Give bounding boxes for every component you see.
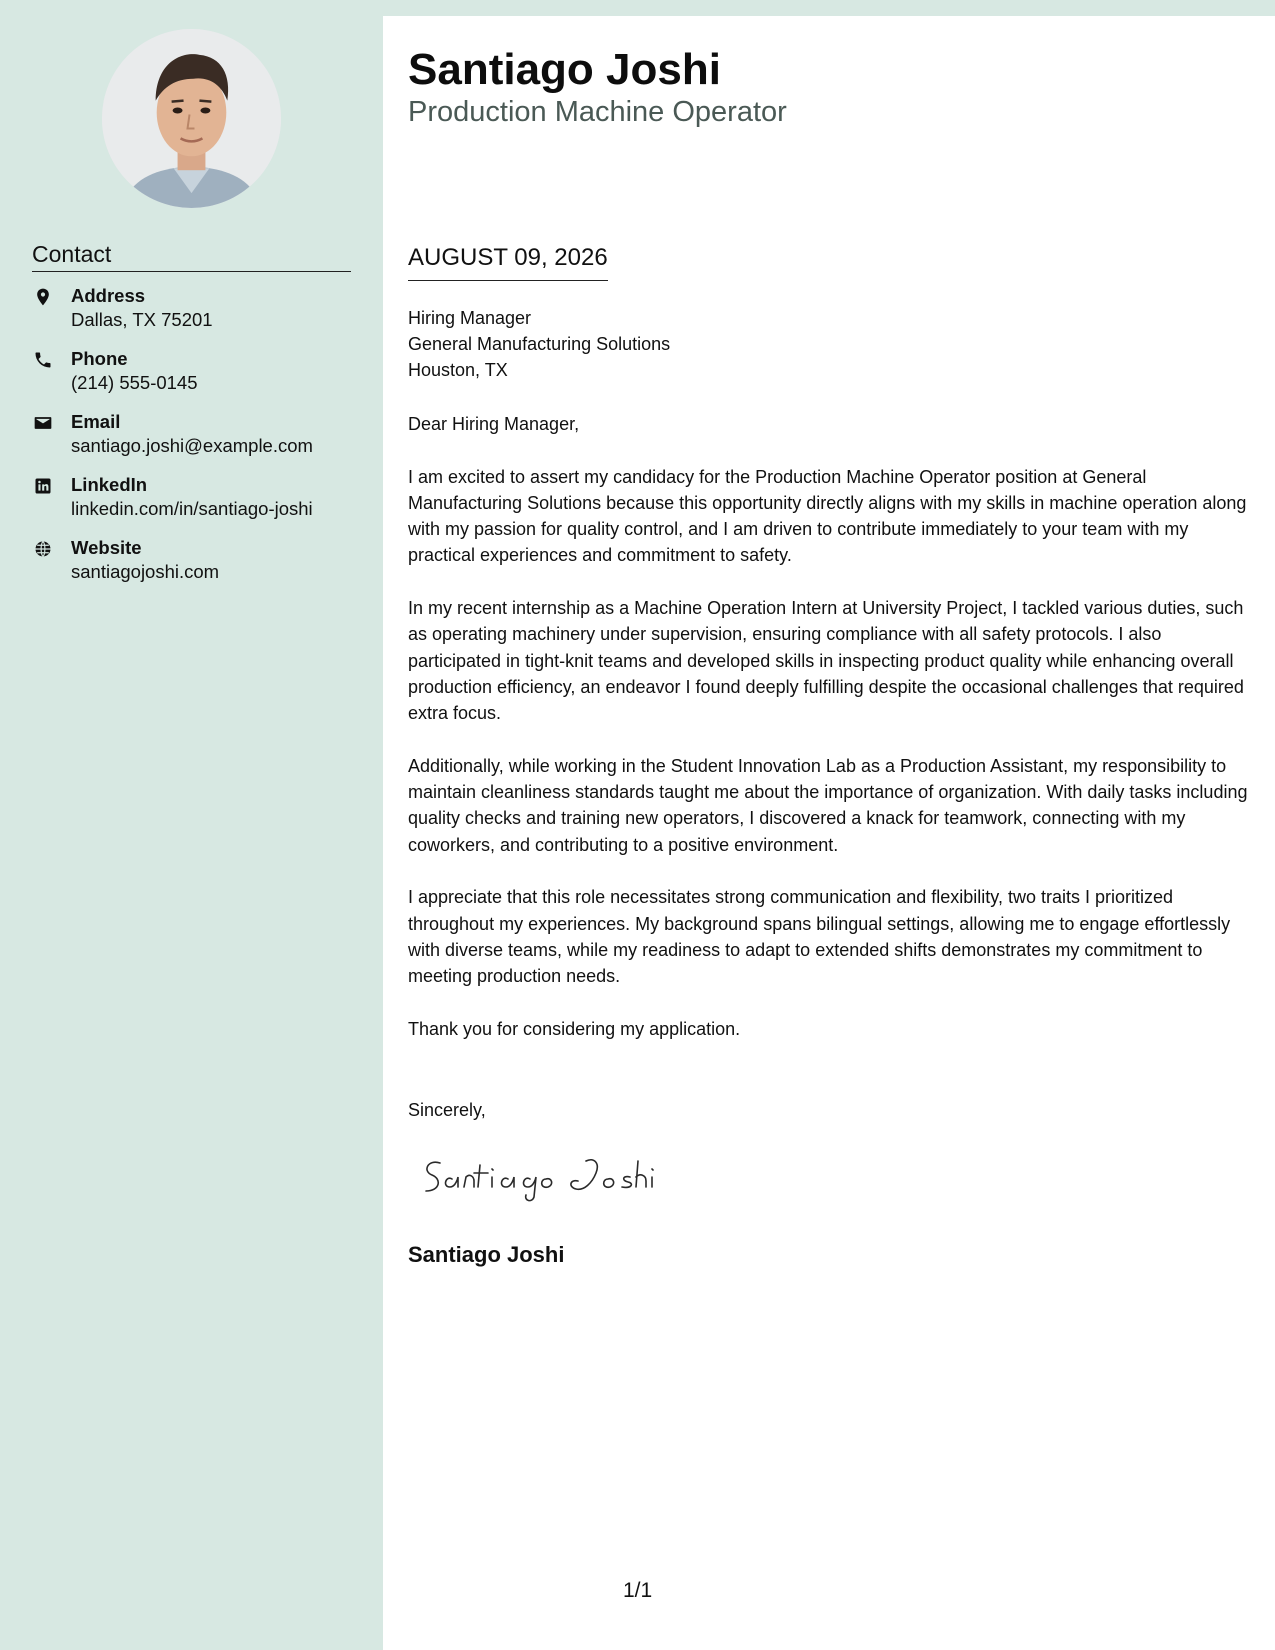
job-title: Production Machine Operator bbox=[408, 96, 787, 128]
applicant-name: Santiago Joshi bbox=[408, 45, 721, 94]
linkedin-icon bbox=[32, 475, 54, 497]
contact-item-website bbox=[32, 536, 362, 599]
contact-label: Website bbox=[71, 537, 142, 558]
envelope-icon bbox=[32, 412, 54, 434]
sidebar bbox=[0, 0, 383, 1650]
linkedin-value[interactable]: linkedin.com/in/santiago-joshi bbox=[71, 498, 313, 519]
contact-label: Email bbox=[71, 411, 121, 432]
body-paragraph: Thank you for considering my application. bbox=[408, 1018, 741, 1039]
contact-item-linkedin bbox=[32, 473, 362, 536]
body-paragraph: I appreciate that this role necessitates strong communication and flexibility, two traits I prioritized throughout my experiences. My background spans bilingual settings, allowing me to engage effortlessly with diverse teams, while my readiness to adapt to extended shifts demonstrates my commitment to meeting production needs. bbox=[408, 887, 1231, 987]
letter-date: AUGUST 09, 2026 bbox=[408, 242, 608, 281]
body-paragraph: Additionally, while working in the Student Innovation Lab as a Production Assistant, my responsibility to maintain cleanliness standards taught me about the importance of organization. With daily tasks including quality checks and training new operators, I discovered a knack for teamwork, connecting with my coworkers, and contributing to a positive environment. bbox=[408, 755, 1248, 855]
contact-item-address bbox=[32, 284, 362, 347]
phone-icon bbox=[32, 349, 54, 371]
handwritten-signature bbox=[418, 1147, 658, 1207]
page-number: 1/1 bbox=[623, 1579, 653, 1602]
email-value[interactable]: santiago.joshi@example.com bbox=[71, 435, 313, 456]
profile-photo bbox=[102, 29, 281, 208]
body-paragraph: I am excited to assert my candidacy for the Production Machine Operator position at General Manufacturing Solutions because this opportunity directly aligns with my skills in machine operation along with my passion for quality control, and I am driven to contribute immediately to your team with my practical experiences and commitment to safety. bbox=[408, 466, 1247, 566]
salutation: Dear Hiring Manager, bbox=[408, 414, 580, 434]
letter-body bbox=[408, 411, 1253, 1068]
contact-item-phone bbox=[32, 347, 362, 410]
signer-name: Santiago Joshi bbox=[408, 1242, 565, 1267]
recipient-company: General Manufacturing Solutions bbox=[408, 334, 671, 354]
contact-item-email bbox=[32, 410, 362, 473]
letter-page bbox=[383, 16, 1275, 1650]
phone-value: (214) 555-0145 bbox=[71, 372, 198, 393]
contact-label: Phone bbox=[71, 348, 128, 369]
address-value: Dallas, TX 75201 bbox=[71, 309, 213, 330]
contact-label: Address bbox=[71, 285, 146, 306]
closing: Sincerely, bbox=[408, 1100, 486, 1120]
recipient-location: Houston, TX bbox=[408, 360, 508, 380]
map-pin-icon bbox=[32, 286, 54, 308]
contact-heading: Contact bbox=[32, 240, 351, 272]
contact-list bbox=[32, 284, 362, 599]
contact-label: LinkedIn bbox=[71, 474, 148, 495]
body-paragraph: In my recent internship as a Machine Operation Intern at University Project, I tackled various duties, such as operating machinery under supervision, ensuring compliance with all safety protocols. I also participated in tight-knit teams and developed skills in inspecting product quality while enhancing overall production efficiency, an endeavor I found deeply fulfilling despite the occasional challenges that required extra focus. bbox=[408, 598, 1244, 724]
website-value[interactable]: santiagojoshi.com bbox=[71, 561, 220, 582]
recipient-block bbox=[408, 305, 670, 383]
recipient-name: Hiring Manager bbox=[408, 308, 532, 328]
globe-icon bbox=[32, 538, 54, 560]
